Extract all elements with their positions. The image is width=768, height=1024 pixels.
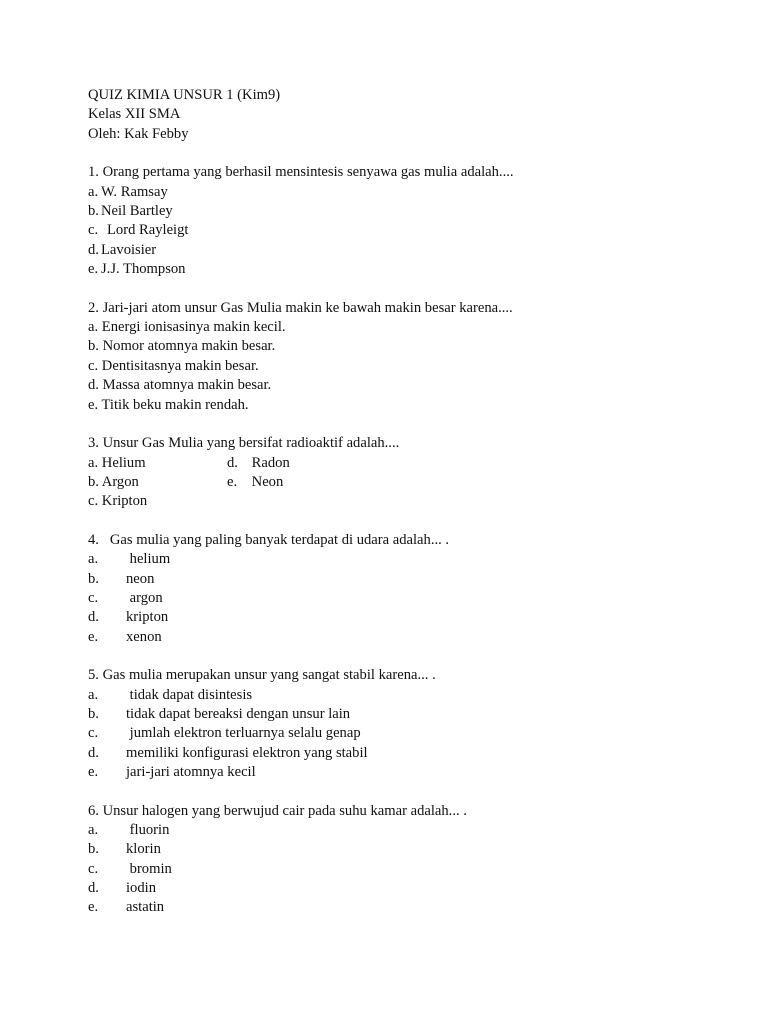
option — [227, 473, 283, 492]
option-label: b. — [88, 203, 99, 220]
option — [88, 570, 728, 589]
option — [88, 202, 728, 221]
option-label: b. — [88, 841, 99, 858]
option-text: jari-jari atomnya kecil — [126, 764, 256, 781]
option — [88, 628, 728, 647]
option — [88, 821, 728, 840]
option — [88, 241, 728, 260]
option-text: Neon — [251, 473, 284, 490]
option-label: d. — [88, 241, 99, 258]
option-text: iodin — [126, 880, 156, 897]
class-label: Kelas XII SMA — [88, 106, 181, 123]
option-text: memiliki konfigurasi elektron yang stabil — [126, 744, 368, 761]
option — [88, 898, 728, 917]
option — [88, 473, 728, 492]
option-text: W. Ramsay — [101, 183, 168, 200]
option-text: Titik beku makin rendah. — [101, 396, 249, 413]
option-label: a. — [88, 319, 99, 336]
option-text: helium — [126, 551, 171, 568]
option-label: c. — [88, 357, 99, 374]
option-text: jumlah elektron terluarnya selalu genap — [126, 725, 361, 742]
option-label: e. — [88, 261, 99, 278]
option-label: a. — [88, 686, 99, 703]
option-label: e. — [88, 899, 99, 916]
option — [88, 744, 728, 763]
option-label: d. — [88, 377, 99, 394]
option — [88, 260, 728, 279]
option-text: Helium — [101, 454, 146, 471]
option — [88, 454, 728, 473]
option — [88, 396, 728, 415]
option — [88, 686, 728, 705]
option-label: b. — [88, 706, 99, 722]
option-text: tidak dapat disintesis — [126, 686, 253, 703]
option-text: Energi ionisasinya makin kecil. — [101, 319, 286, 336]
option-label: e. — [88, 628, 99, 645]
question-3: 3. Unsur Gas Mulia yang bersifat radioaktif adalah.... — [88, 435, 400, 452]
option-label: d. — [88, 609, 99, 626]
option-text: Lavoisier — [101, 241, 157, 258]
option-label: d. — [227, 454, 238, 471]
quiz-title: QUIZ KIMIA UNSUR 1 (Kim9) — [88, 87, 281, 103]
option — [88, 840, 728, 859]
option-text: kripton — [126, 609, 169, 626]
option-text: fluorin — [126, 822, 170, 839]
option-label: a. — [88, 822, 99, 839]
option-label: c. — [88, 725, 99, 742]
option-label: c. — [88, 860, 99, 877]
option-label: e. — [88, 764, 99, 781]
option — [227, 454, 290, 473]
option — [88, 318, 728, 337]
option-text: Nomor atomnya makin besar. — [102, 338, 276, 355]
option-label: d. — [88, 744, 99, 761]
option — [88, 221, 728, 240]
option — [88, 589, 728, 608]
option-text: J.J. Thompson — [101, 261, 186, 278]
option — [88, 183, 728, 202]
option — [88, 724, 728, 743]
option-label: c. — [88, 222, 99, 239]
option — [88, 357, 728, 376]
question-6: 6. Unsur halogen yang berwujud cair pada suhu kamar adalah... . — [88, 802, 467, 819]
option-text: bromin — [126, 860, 172, 877]
option — [88, 492, 728, 511]
quiz-document — [88, 86, 728, 937]
option-text: Neil Bartley — [101, 203, 173, 220]
option-label: c. — [88, 589, 99, 606]
option — [88, 337, 728, 356]
option-label: a. — [88, 551, 99, 568]
option — [88, 376, 728, 395]
option-text: xenon — [126, 628, 162, 645]
option — [88, 763, 728, 782]
question-4: 4. Gas mulia yang paling banyak terdapat di udara adalah... . — [88, 531, 450, 548]
option-label: c. — [88, 493, 99, 510]
author-label: Oleh: Kak Febby — [88, 125, 189, 142]
option-text: Argon — [101, 473, 139, 490]
option-label: b. — [88, 338, 99, 355]
option-label: d. — [88, 880, 99, 897]
option-text: Dentisitasnya makin besar. — [101, 357, 259, 374]
option-text: Kripton — [101, 493, 148, 510]
question-2: 2. Jari-jari atom unsur Gas Mulia makin ke bawah makin besar karena.... — [88, 299, 513, 316]
option-text: tidak dapat bereaksi dengan unsur lain — [126, 706, 351, 722]
option-label: b. — [88, 570, 99, 587]
question-1: 1. Orang pertama yang berhasil mensintesis senyawa gas mulia adalah.... — [88, 164, 514, 181]
option-text: argon — [126, 589, 163, 606]
option-label: a. — [88, 183, 99, 200]
question-5: 5. Gas mulia merupakan unsur yang sangat stabil karena... . — [88, 667, 436, 684]
option — [88, 860, 728, 879]
option — [88, 608, 728, 627]
option-text: klorin — [126, 841, 161, 858]
option — [88, 550, 728, 569]
option-text: astatin — [126, 899, 165, 916]
option-text: Massa atomnya makin besar. — [102, 377, 272, 394]
option — [88, 705, 728, 724]
option-label: b. — [88, 473, 99, 490]
option-label: e. — [88, 396, 99, 413]
option-label: e. — [227, 473, 238, 490]
option-label: a. — [88, 454, 99, 471]
option-text: Lord Rayleigt — [107, 222, 189, 239]
option-text: Radon — [251, 454, 290, 471]
option-text: neon — [126, 570, 155, 587]
option — [88, 879, 728, 898]
